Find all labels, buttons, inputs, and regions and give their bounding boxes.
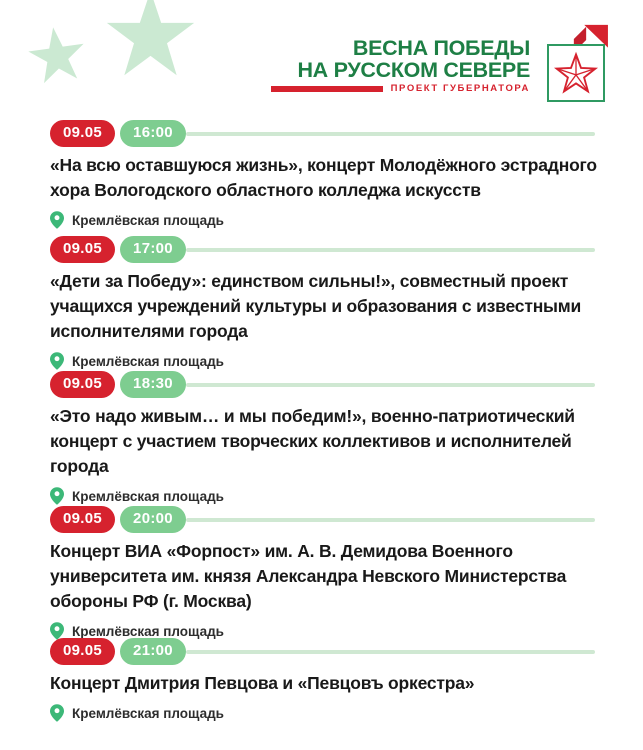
event-datetime-row xyxy=(50,506,595,533)
event-item xyxy=(50,236,595,370)
outlined-star-icon xyxy=(547,44,605,102)
event-location-row xyxy=(50,352,595,370)
event-title: «Дети за Победу»: единством сильны!», совместный проект учащихся учреждений культуры и образования с известными исполнителями города xyxy=(50,271,582,341)
time-badge: 18:30 xyxy=(120,371,186,398)
location-pin-icon xyxy=(50,487,64,505)
event-location-row xyxy=(50,704,595,722)
event-item xyxy=(50,506,595,640)
date-badge: 09.05 xyxy=(50,506,115,533)
time-badge: 20:00 xyxy=(120,506,186,533)
event-title: «Это надо живым… и мы победим!», военно-патриотический концерт с участием творческих коллективов и исполнителей города xyxy=(50,406,575,476)
logo-title-line2: НА РУССКОМ СЕВЕРЕ xyxy=(297,58,530,82)
date-badge: 09.05 xyxy=(50,120,115,147)
event-location: Кремлёвская площадь xyxy=(72,353,224,369)
location-pin-icon xyxy=(50,704,64,722)
date-badge: 09.05 xyxy=(50,638,115,665)
event-item xyxy=(50,638,595,722)
event-datetime-row xyxy=(50,120,595,147)
date-badge: 09.05 xyxy=(50,371,115,398)
timeline-connector xyxy=(186,650,595,654)
event-datetime-row xyxy=(50,638,595,665)
date-badge: 09.05 xyxy=(50,236,115,263)
red-bar xyxy=(271,86,383,92)
star-icon xyxy=(102,0,199,83)
event-location-row xyxy=(50,211,595,229)
logo-title-line1: ВЕСНА ПОБЕДЫ xyxy=(352,36,530,60)
event-item xyxy=(50,120,595,229)
logo-subtitle-row xyxy=(271,83,530,94)
event-location: Кремлёвская площадь xyxy=(72,705,224,721)
timeline-connector xyxy=(186,248,595,252)
logo-subtitle: ПРОЕКТ ГУБЕРНАТОРА xyxy=(390,83,530,94)
event-location: Кремлёвская площадь xyxy=(72,212,224,228)
event-title: Концерт ВИА «Форпост» им. А. В. Демидова Военного университета им. князя Александра Невского Министерства обороны РФ (г. Москва) xyxy=(50,541,567,611)
location-pin-icon xyxy=(50,211,64,229)
event-title: Концерт Дмитрия Певцова и «Певцовъ оркестра» xyxy=(50,673,475,693)
event-location: Кремлёвская площадь xyxy=(72,623,224,639)
time-badge: 16:00 xyxy=(120,120,186,147)
time-badge: 21:00 xyxy=(120,638,186,665)
event-location-row xyxy=(50,487,595,505)
timeline-connector xyxy=(186,383,595,387)
event-location: Кремлёвская площадь xyxy=(72,488,224,504)
event-title: «На всю оставшуюся жизнь», концерт Молодёжного эстрадного хора Вологодского областного колледжа искусств xyxy=(50,155,597,200)
event-datetime-row xyxy=(50,236,595,263)
timeline-connector xyxy=(186,518,595,522)
timeline-connector xyxy=(186,132,595,136)
star-icon xyxy=(22,20,92,90)
location-pin-icon xyxy=(50,352,64,370)
event-item xyxy=(50,371,595,505)
time-badge: 17:00 xyxy=(120,236,186,263)
logo-title xyxy=(297,37,530,81)
event-datetime-row xyxy=(50,371,595,398)
